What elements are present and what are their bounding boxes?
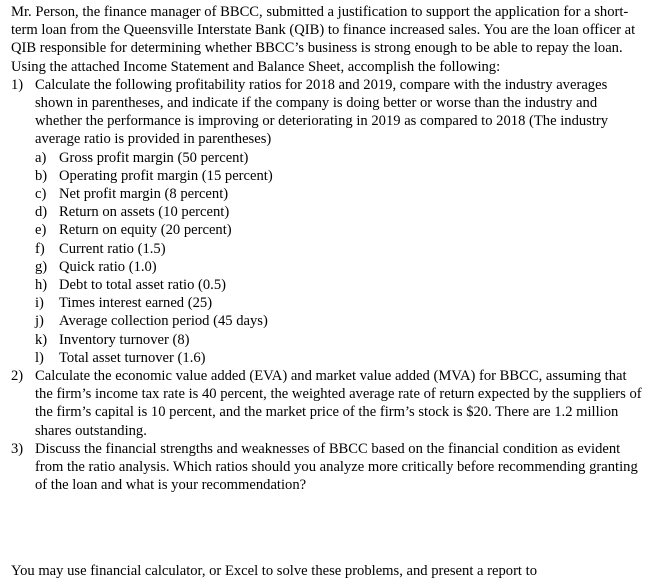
ratio-text: Quick ratio (1.0) [59,258,157,275]
assignment-document [11,3,643,494]
ratio-item [35,221,643,239]
ratio-letter: i) [35,295,44,312]
task-item-3 [11,440,643,495]
ratio-text: Current ratio (1.5) [59,240,166,257]
ratio-letter: e) [35,222,47,239]
task-number: 3) [11,440,24,457]
ratio-item [35,240,643,258]
ratio-item [35,167,643,185]
task-text: Discuss the financial strengths and weaknesses of BBCC based on the financial condition as evident from the ratio analysis. Which ratios should you analyze more critically before recommending granting of the loan and what is your recommendation? [35,440,638,494]
ratio-letter: j) [35,313,44,330]
ratio-text: Return on assets (10 percent) [59,204,230,221]
ratio-item [35,331,643,349]
task-number: 2) [11,368,24,385]
task-list [11,76,643,495]
task-number: 1) [11,76,24,93]
ratio-text: Operating profit margin (15 percent) [59,167,273,184]
ratio-item [35,203,643,221]
ratio-item [35,258,643,276]
ratio-letter: a) [35,149,47,166]
ratio-list [35,149,643,367]
task-text: Calculate the following profitability ratios for 2018 and 2019, compare with the industry averages shown in parentheses, and indicate if the company is doing better or worse than the industry and whether the performance is improving or deteriorating in 2019 as compared to 2018 (The industry average ratio is provided in parentheses) [35,76,609,148]
ratio-text: Average collection period (45 days) [59,313,268,330]
task-text: Calculate the economic value added (EVA) and market value added (MVA) for BBCC, assuming that the firm’s income tax rate is 40 percent, the weighted average rate of return expected by the suppliers of the firm’s capital is 10 percent, and the market price of the firm’s stock is $20. There are 1.2 million shares outstanding. [35,368,642,439]
ratio-text: Debt to total asset ratio (0.5) [59,277,226,294]
ratio-item [35,276,643,294]
ratio-letter: c) [35,186,47,203]
ratio-letter: b) [35,167,48,184]
ratio-item [35,185,643,203]
ratio-item [35,312,643,330]
ratio-text: Net profit margin (8 percent) [59,186,229,203]
ratio-item [35,294,643,312]
ratio-text: Times interest earned (25) [59,295,213,312]
ratio-text: Inventory turnover (8) [59,331,190,348]
task-item-1 [11,76,643,367]
ratio-letter: g) [35,258,48,275]
ratio-letter: f) [35,240,45,257]
ratio-text: Gross profit margin (50 percent) [59,149,249,166]
ratio-item [35,149,643,167]
ratio-letter: d) [35,204,48,221]
ratio-letter: l) [35,349,44,366]
ratio-item [35,349,643,367]
intro-paragraph: Mr. Person, the finance manager of BBCC, submitted a justification to support the application for a short-term loan from the Queensville Interstate Bank (QIB) to finance increased sales. You are the loan officer at QIB responsible for determining whether BBCC’s business is strong enough to be able to repay the loan. Using the attached Income Statement and Balance Sheet, accomplish the following: [11,4,636,75]
ratio-letter: k) [35,331,48,348]
ratio-text: Return on equity (20 percent) [59,222,232,239]
ratio-letter: h) [35,277,48,294]
ratio-text: Total asset turnover (1.6) [59,349,206,366]
task-item-2 [11,367,643,440]
closing-paragraph: You may use financial calculator, or Excel to solve these problems, and present a report to [11,563,537,579]
